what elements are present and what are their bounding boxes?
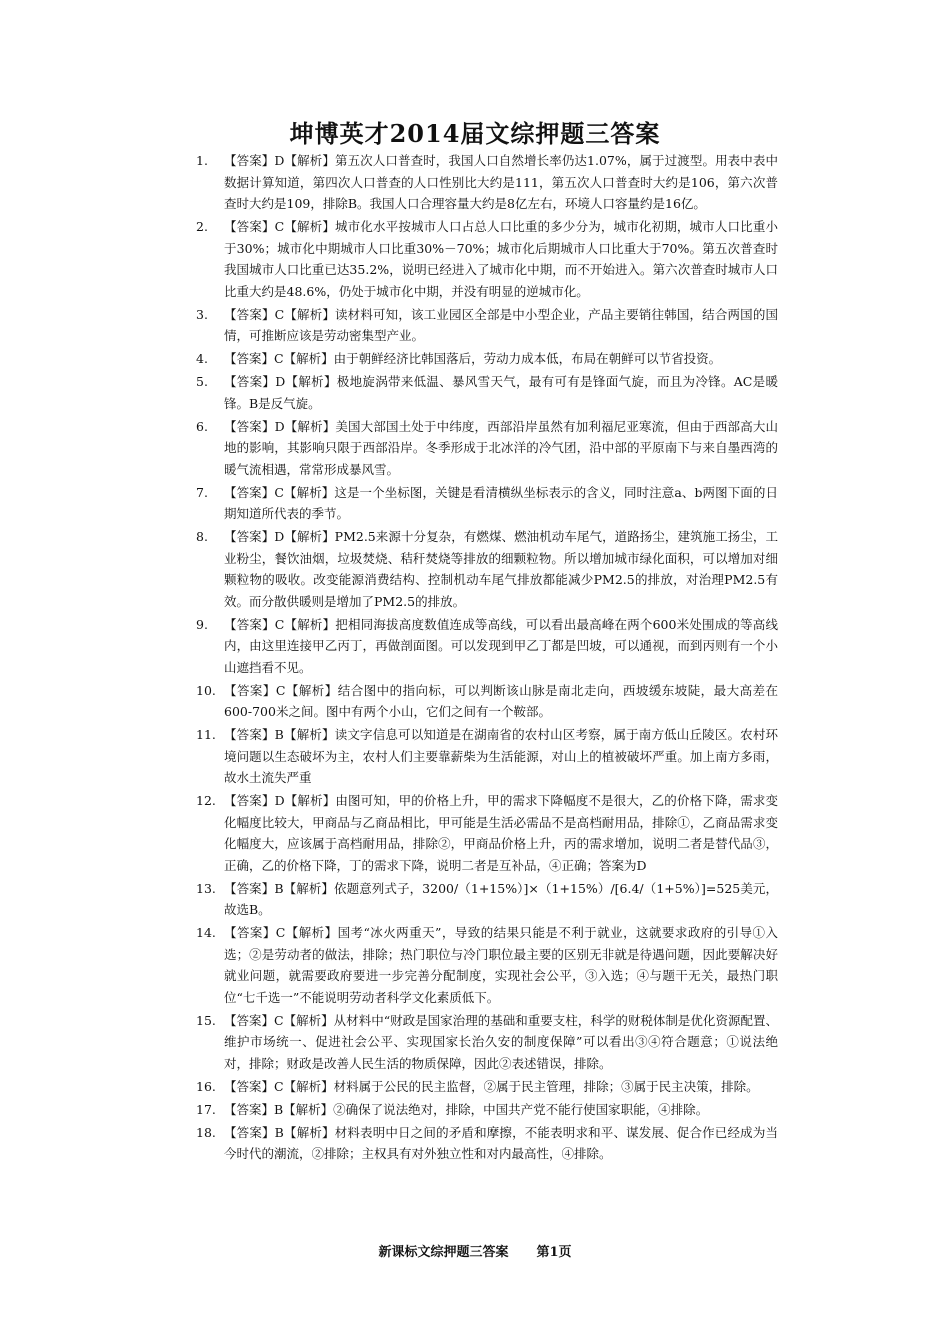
answer-text: 【答案】D【解析】PM2.5来源十分复杂，有燃煤、燃油机动车尾气，道路扬尘，建筑施工扬尘，工业粉尘，餐饮油烟，垃圾焚烧、秸秆焚烧等排放的细颗粒物。所以增加城市绿化面积，可以增加对细颗粒物的吸收。改变能源消费结构、控制机动车尾气排放都能减少PM2.5的排放，对治理PM2.5有效。而分散供暖则是增加了PM2.5的排放。 <box>224 529 778 609</box>
answer-text: 【答案】C【解析】城市化水平按城市人口占总人口比重的多少分为，城市化初期，城市人口比重小于30%；城市化中期城市人口比重30%－70%；城市化后期城市人口比重大于70%。第五次普查时我国城市人口比重已达35.2%，说明已经进入了城市化中期，而不开始进入。第六次普查时城市人口比重大约是48.6%，仍处于城市化中期，并没有明显的逆城市化。 <box>224 219 778 299</box>
answer-text: 【答案】D【解析】第五次人口普查时，我国人口自然增长率仍达1.07%，属于过渡型。用表中表中数据计算知道，第四次人口普查的人口性别比大约是111，第五次人口普查时大约是106，第六次普查时大约是109，排除B。我国人口合理容量大约是8亿左右，环境人口容量约是16亿。 <box>224 153 778 211</box>
answer-item <box>196 724 778 789</box>
answer-number: 7. <box>196 484 208 500</box>
answer-text: 【答案】C【解析】结合图中的指向标，可以判断该山脉是南北走向，西坡缓东坡陡，最大高差在600-700米之间。图中有两个小山，它们之间有一个鞍部。 <box>224 682 778 719</box>
answer-text: 【答案】C【解析】从材料中“财政是国家治理的基础和重要支柱，科学的财税体制是优化资源配置、维护市场统一、促进社会公平、实现国家长治久安的制度保障”可以看出③④符合题意；①说法绝对，排除；财政是改善人民生活的物质保障，因此②表述错误，排除。 <box>224 1012 778 1071</box>
answer-item <box>196 150 778 215</box>
answer-text: 【答案】C【解析】读材料可知，该工业园区全部是中小型企业，产品主要销往韩国，结合两国的国情，可推断应该是劳动密集型产业。 <box>224 306 778 343</box>
answer-number: 4. <box>196 351 208 366</box>
answer-text: 【答案】C【解析】这是一个坐标图，关键是看清横纵坐标表示的含义，同时注意a、b两图下面的日期知道所代表的季节。 <box>224 484 778 521</box>
answer-item <box>196 482 778 525</box>
answer-number: 17. <box>196 1101 216 1117</box>
answer-item <box>196 614 778 679</box>
answer-number: 8. <box>196 529 208 544</box>
answer-number: 13. <box>196 880 216 896</box>
answer-text: 【答案】C【解析】材料属于公民的民主监督，②属于民主管理，排除；③属于民主决策，排除。 <box>224 1078 759 1094</box>
page-footer <box>0 1243 950 1263</box>
answer-number: 9. <box>196 616 208 632</box>
answer-number: 6. <box>196 418 208 434</box>
answer-list <box>196 150 778 1166</box>
answer-text: 【答案】D【解析】极地旋涡带来低温、暴风雪天气，最有可有是锋面气旋，而且为冷锋。AC是暖锋。B是反气旋。 <box>224 374 778 411</box>
answer-item <box>196 1010 778 1075</box>
answer-number: 18. <box>196 1124 216 1140</box>
answer-number: 16. <box>196 1078 216 1094</box>
answer-text: 【答案】B【解析】②确保了说法绝对，排除，中国共产党不能行使国家职能，④排除。 <box>224 1101 709 1117</box>
answer-text: 【答案】B【解析】依题意列式子，3200/（1+15%）]×（1+15%）/[6.4/（1+5%）]=525美元，故选B。 <box>224 880 778 917</box>
answer-item <box>196 348 778 370</box>
answer-text: 【答案】B【解析】读文字信息可以知道是在湖南省的农村山区考察，属于南方低山丘陵区。农村环境问题以生态破坏为主，农村人们主要靠薪柴为生活能源，对山上的植被破坏严重。加上南方多雨，故水土流失严重 <box>224 727 778 785</box>
answer-item <box>196 304 778 347</box>
answer-number: 2. <box>196 219 208 234</box>
answer-number: 10. <box>196 682 216 698</box>
answer-text: 【答案】D【解析】美国大部国土处于中纬度，西部沿岸虽然有加利福尼亚寒流，但由于西部高大山地的影响，其影响只限于西部沿岸。冬季形成于北冰洋的冷气团，沿中部的平原南下与来自墨西湾的暖气流相遇，常常形成暴风雪。 <box>224 418 778 477</box>
answer-item <box>196 416 778 481</box>
answer-number: 14. <box>196 925 216 940</box>
document-title: 坤博英才2014届文综押题三答案 <box>289 119 661 148</box>
answer-text: 【答案】B【解析】材料表明中日之间的矛盾和摩擦，不能表明求和平、谋发展、促合作已经成为当今时代的潮流，②排除；主权具有对外独立性和对内最高性，④排除。 <box>224 1124 778 1161</box>
answer-number: 5. <box>196 374 208 389</box>
answer-text: 【答案】D【解析】由图可知，甲的价格上升，甲的需求下降幅度不是很大，乙的价格下降，需求变化幅度比较大，甲商品与乙商品相比，甲可能是生活必需品不是高档耐用品，排除①，乙商品需求变化幅度大，应该属于高档耐用品，排除②，甲商品价格上升，丙的需求增加，说明二者是替代品③，正确，乙的价格下降，丁的需求下降，说明二者是互补品，④正确；答案为D <box>224 793 778 873</box>
answer-number: 12. <box>196 793 216 808</box>
answer-item <box>196 922 778 1008</box>
answer-number: 3. <box>196 306 208 322</box>
answer-item <box>196 1099 778 1121</box>
answer-item <box>196 1076 778 1098</box>
answer-item <box>196 878 778 921</box>
answer-item <box>196 526 778 612</box>
answer-number: 1. <box>196 153 208 168</box>
answer-item <box>196 1122 778 1165</box>
answer-number: 11. <box>196 727 216 742</box>
answer-text: 【答案】C【解析】把相同海拔高度数值连成等高线，可以看出最高峰在两个600米处围成的等高线内，由这里连接甲乙丙丁，再做剖面图。可以发现到甲乙丁都是凹坡，可以通视，而到丙则有一个小山遮挡看不见。 <box>224 616 778 675</box>
answer-text: 【答案】C【解析】国考“冰火两重天”，导致的结果只能是不利于就业，这就要求政府的引导①入选；②是劳动者的做法，排除；热门职位与冷门职位最主要的区别无非就是待遇问题，因此要解决好就业问题，就需要政府要进一步完善分配制度，实现社会公平，③入选；④与题干无关，最热门职位“七千选一”不能说明劳动者科学文化素质低下。 <box>224 925 778 1005</box>
answer-text: 【答案】C【解析】由于朝鲜经济比韩国落后，劳动力成本低，布局在朝鲜可以节省投资。 <box>224 351 722 366</box>
answer-number: 15. <box>196 1012 216 1028</box>
answer-item <box>196 216 778 302</box>
footer-page-number: 第1页 <box>536 1245 572 1260</box>
answer-item <box>196 371 778 414</box>
footer-label: 新课标文综押题三答案 <box>378 1245 509 1260</box>
answer-item <box>196 790 778 876</box>
answer-item <box>196 680 778 723</box>
